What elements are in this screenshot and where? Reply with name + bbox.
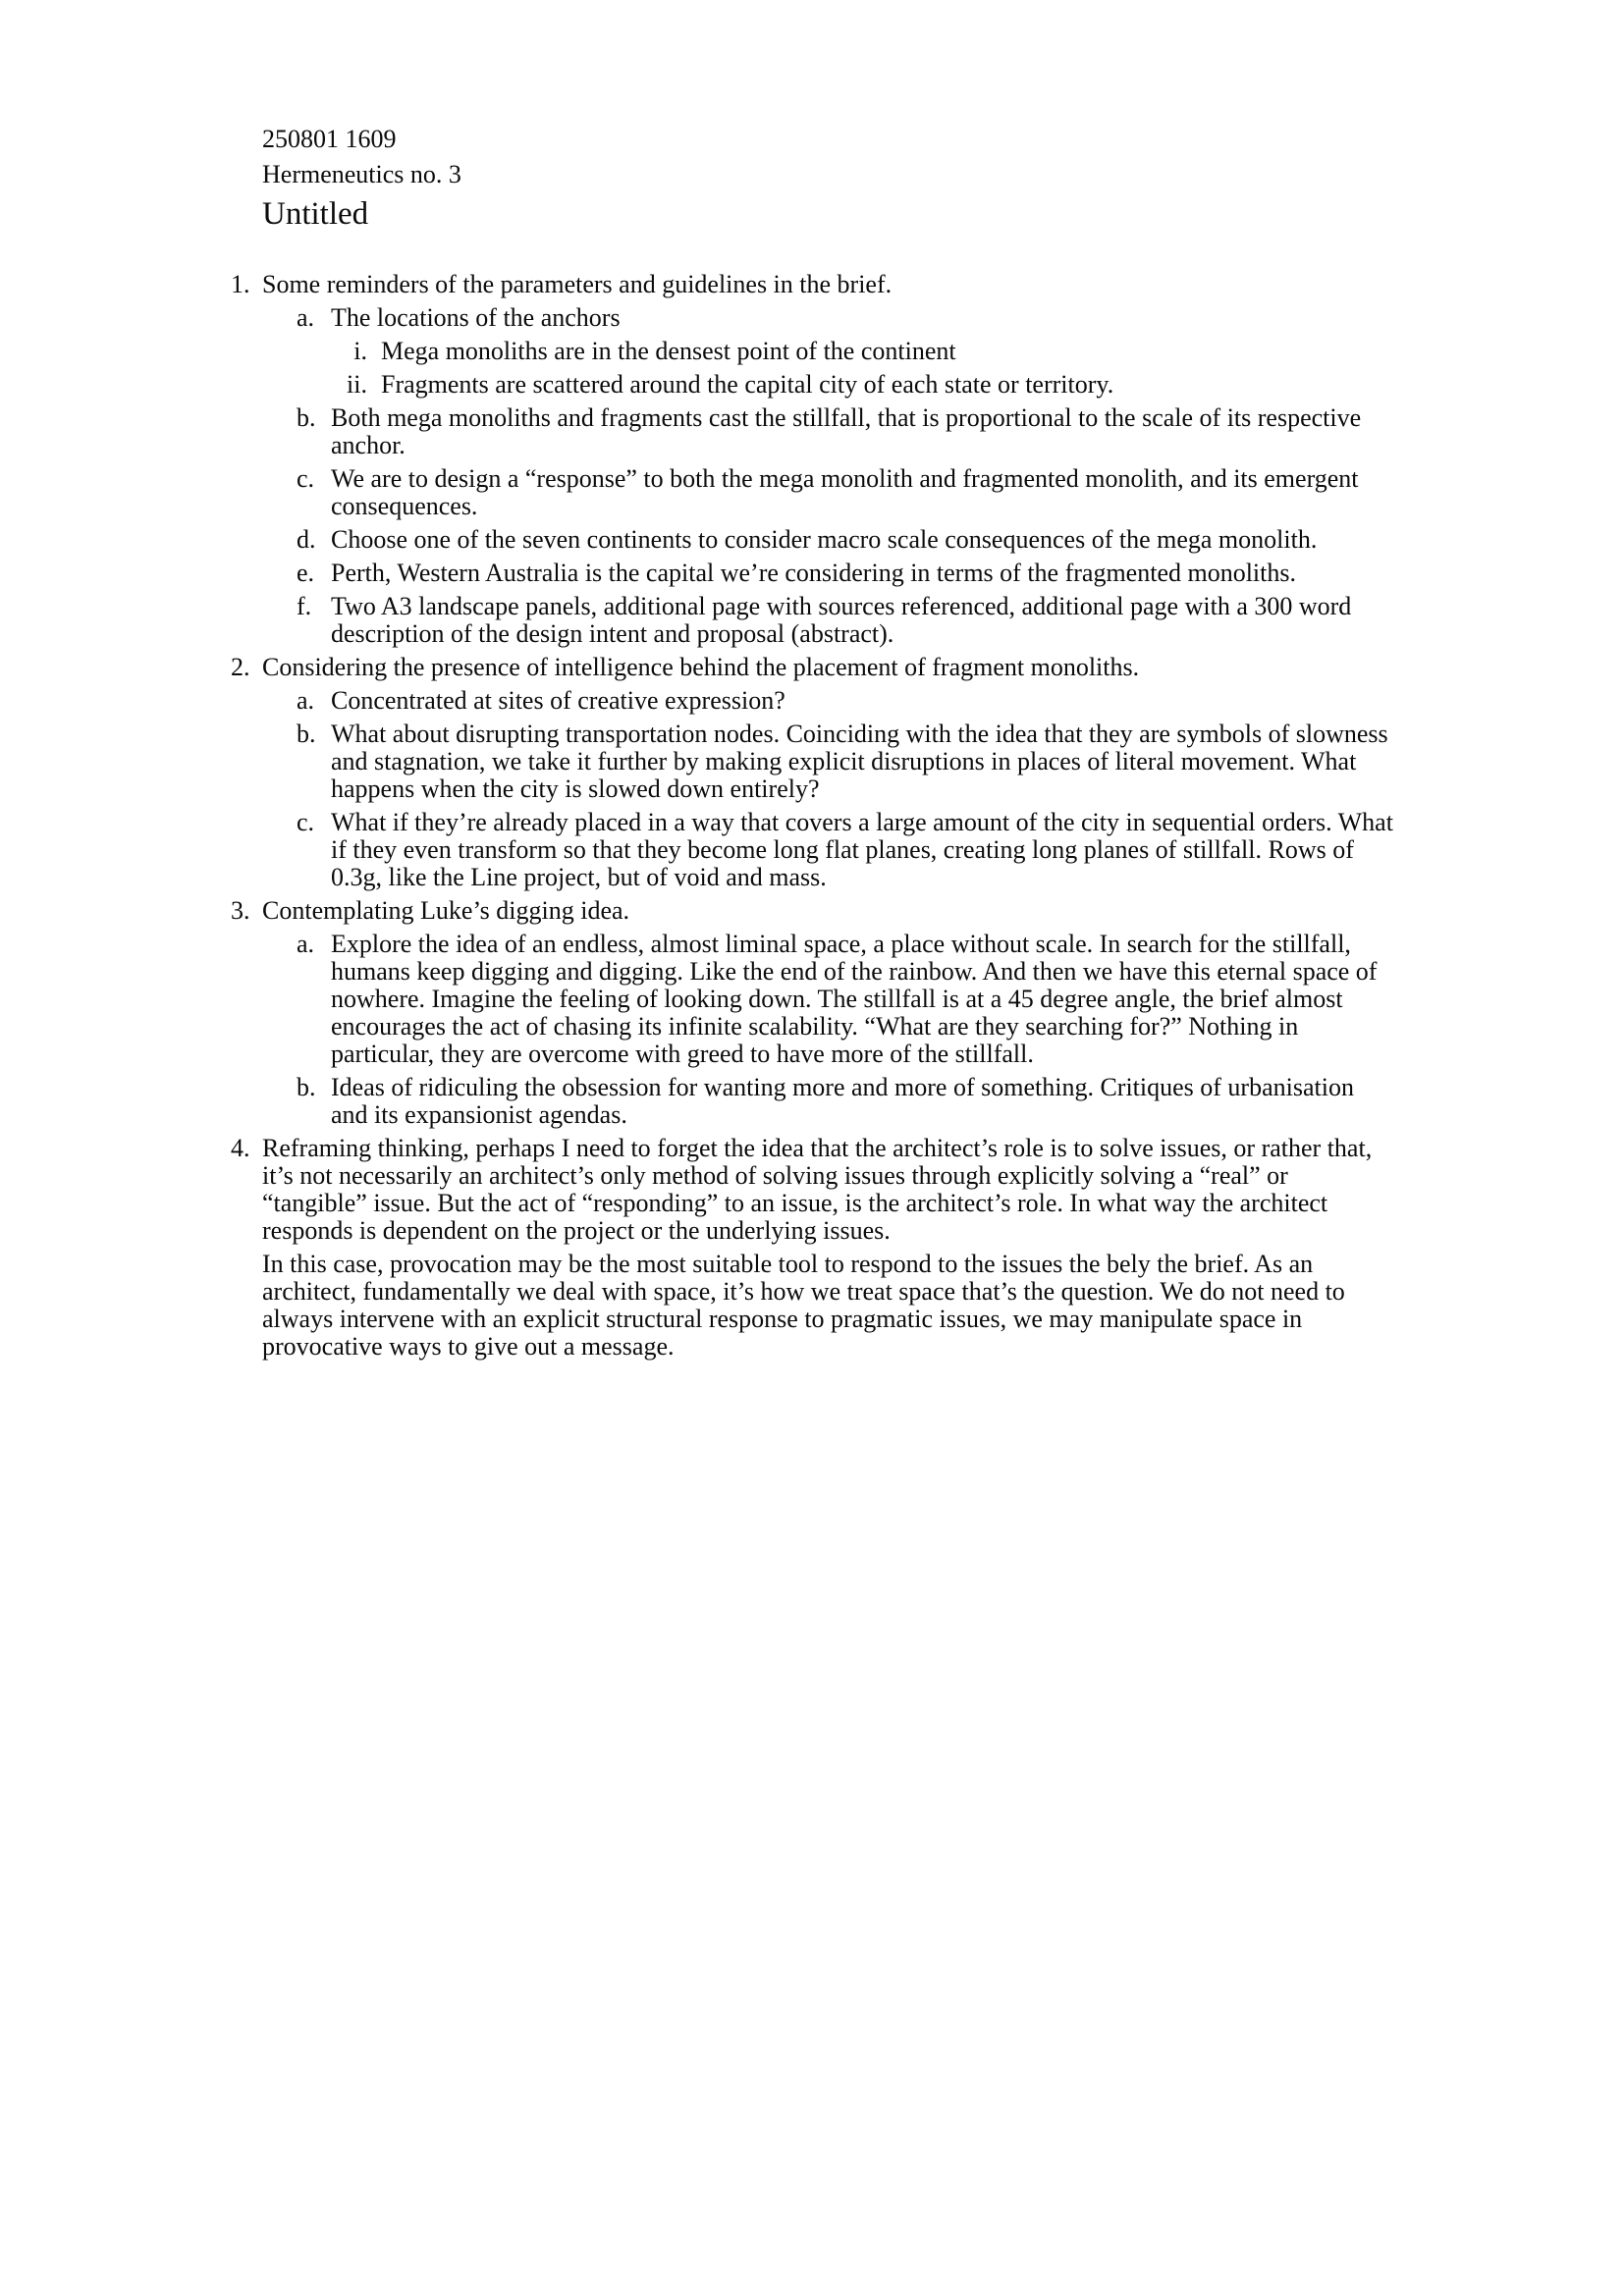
list-marker: ii. [347, 370, 367, 399]
outline-item-text: The locations of the anchors [331, 303, 621, 332]
outline-item-1f [0, 593, 1624, 648]
list-marker: b. [297, 1073, 316, 1101]
outline-item-1 [0, 271, 1624, 298]
outline-item-text: Ideas of ridiculing the obsession for wanting more and more of something. Critiques of urbanisation and its expansionist agendas. [331, 1073, 1354, 1129]
outline-item-2 [0, 654, 1624, 681]
doc-meta-line: 250801 1609 [262, 125, 397, 153]
outline-item-text: We are to design a “response” to both the mega monolith and fragmented monolith, and its emergent consequences. [331, 464, 1359, 520]
doc-subtitle: Hermeneutics no. 3 [262, 160, 461, 188]
list-marker: 1. [231, 270, 250, 298]
outline-item-text: Concentrated at sites of creative expression? [331, 686, 785, 715]
outline-item-1d [0, 526, 1624, 554]
list-marker: e. [297, 559, 315, 587]
doc-title: Untitled [262, 196, 369, 232]
list-marker: f. [297, 592, 312, 620]
outline-item-text: What if they’re already placed in a way that covers a large amount of the city in sequential orders. What if they even transform so that they become long flat planes, creating long planes of stillfall. Rows of 0.3g, like the Line project, but of void and mass. [331, 808, 1393, 891]
outline-item-text: Both mega monoliths and fragments cast the stillfall, that is proportional to the scale of its respective anchor. [331, 403, 1362, 459]
outline-item-3b [0, 1074, 1624, 1129]
list-marker: d. [297, 525, 316, 554]
outline-item-1a-i [0, 338, 1624, 365]
outline-item-3a [0, 931, 1624, 1068]
list-marker: a. [297, 303, 315, 332]
outline-item-3 [0, 897, 1624, 925]
outline-item-text: Two A3 landscape panels, additional page with sources referenced, additional page with a 300 word description of the design intent and proposal (abstract). [331, 592, 1352, 648]
outline-item-text: Mega monoliths are in the densest point of the continent [381, 337, 956, 365]
outline-item-text: Explore the idea of an endless, almost liminal space, a place without scale. In search for the stillfall, humans keep digging and digging. Like the end of the rainbow. And then we have this eternal space of nowhere. Imagine the feeling of looking down. The stillfall is at a 45 degree angle, the brief almost encourages the act of chasing its infinite scalability. “What are they searching for?” Nothing in particular, they are overcome with greed to have more of the stillfall. [331, 930, 1378, 1068]
outline-item-1b [0, 404, 1624, 459]
paragraph-text: In this case, provocation may be the most suitable tool to respond to the issues the bely the brief. As an architect, fundamentally we deal with space, it’s how we treat space that’s the question. We do not need to always intervene with an explicit structural response to pragmatic issues, we may manipulate space in provocative ways to give out a message. [262, 1250, 1345, 1361]
outline-item-2b [0, 721, 1624, 803]
outline-item-text: Fragments are scattered around the capital city of each state or territory. [381, 370, 1114, 399]
outline-item-2c [0, 809, 1624, 891]
outline-item-1e [0, 560, 1624, 587]
outline-item-text: Some reminders of the parameters and guidelines in the brief. [262, 270, 893, 298]
outline-item-2a [0, 687, 1624, 715]
list-marker: a. [297, 686, 315, 715]
outline-item-text: Choose one of the seven continents to consider macro scale consequences of the mega monolith. [331, 525, 1318, 554]
outline-item-text: Considering the presence of intelligence behind the placement of fragment monoliths. [262, 653, 1140, 681]
outline-item-1a-ii [0, 371, 1624, 399]
list-marker: b. [297, 720, 316, 748]
outline-item-1c [0, 465, 1624, 520]
outline-item-text: Perth, Western Australia is the capital we’re considering in terms of the fragmented monoliths. [331, 559, 1296, 587]
list-marker: 2. [231, 653, 250, 681]
list-marker: a. [297, 930, 315, 958]
list-marker: 3. [231, 896, 250, 925]
list-marker: b. [297, 403, 316, 432]
outline-item-text: What about disrupting transportation nodes. Coinciding with the idea that they are symbols of slowness and stagnation, we take it further by making explicit disruptions in places of literal movement. What happens when the city is slowed down entirely? [331, 720, 1388, 803]
outline-item-text: Contemplating Luke’s digging idea. [262, 896, 630, 925]
outline-item-text: Reframing thinking, perhaps I need to forget the idea that the architect’s role is to solve issues, or rather that, it’s not necessarily an architect’s only method of solving issues through explicitly solving a “real” or “tangible” issue. But the act of “responding” to an issue, is the architect’s role. In what way the architect responds is dependent on the project or the underlying issues. [262, 1134, 1373, 1245]
list-marker: c. [297, 808, 315, 836]
outline-item-4 [0, 1135, 1624, 1245]
outline-item-1a [0, 304, 1624, 332]
closing-paragraph [0, 1251, 1624, 1361]
list-marker: c. [297, 464, 315, 493]
list-marker: i. [353, 337, 367, 365]
list-marker: 4. [231, 1134, 250, 1162]
